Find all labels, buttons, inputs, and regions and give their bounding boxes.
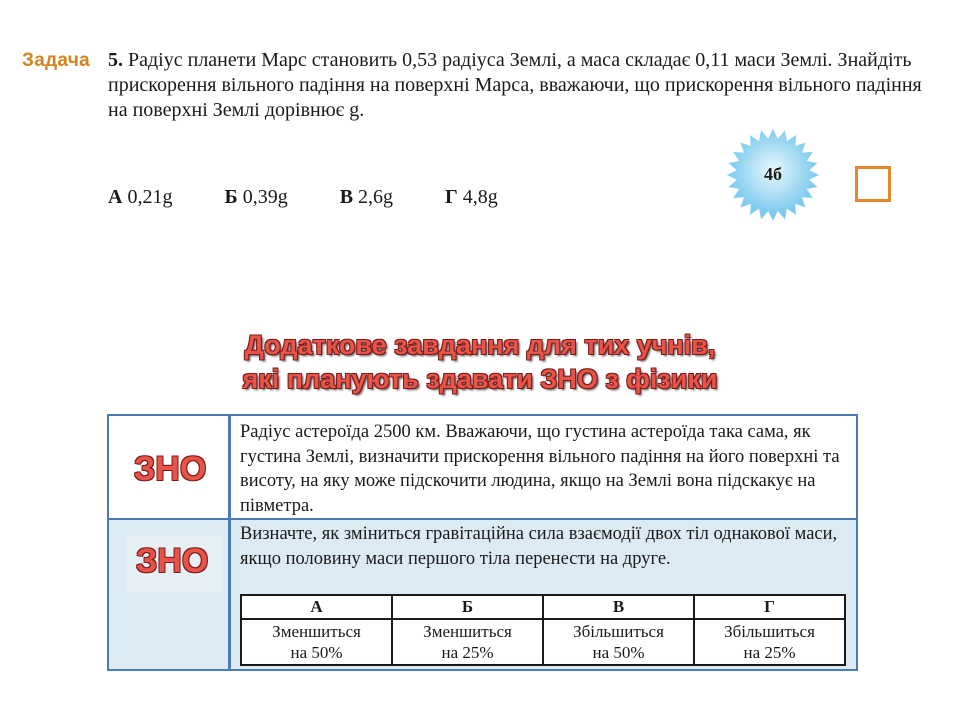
zno-question-2: Визначте, як зміниться гравітаційна сила взаємодії двох тіл однакової маси, якщо половину маси першого тіла перенести на друге. <box>240 524 838 569</box>
option-v[interactable] <box>340 186 393 209</box>
option-letter: Г <box>445 186 458 208</box>
answer-cell-g[interactable] <box>694 619 845 665</box>
answer-checkbox[interactable] <box>855 166 891 202</box>
task-text <box>108 48 924 123</box>
extra-title-line1: Додаткове завдання для тих учнів, <box>244 330 716 360</box>
answer-text: Зменшиться <box>272 622 361 641</box>
answer-cell-b[interactable] <box>392 619 543 665</box>
answer-cell-a[interactable] <box>241 619 392 665</box>
extra-task-title <box>200 328 760 396</box>
answer-header-a: А <box>241 595 392 619</box>
answer-options <box>108 186 628 209</box>
answer-text: Збільшиться <box>573 622 664 641</box>
option-b[interactable] <box>224 186 287 209</box>
option-letter: Б <box>224 186 238 208</box>
option-value: 0,21g <box>127 186 173 208</box>
answer-text: Збільшиться <box>724 622 815 641</box>
zno-question-1: Радіус астероїда 2500 км. Вважаючи, що густина астероїда така сама, як густина Землі, визначити прискорення вільного падіння на його поверхні та висоту, на яку може підскочити людина, якщо на Землі вона підскакує на півметра. <box>240 422 840 516</box>
answer-text: на 50% <box>592 643 645 662</box>
option-letter: В <box>339 186 354 208</box>
task-label: Задача <box>22 50 91 71</box>
zno-tag-1: ЗНО <box>134 450 207 488</box>
zno-tag-2: ЗНО <box>136 542 209 580</box>
option-value: 4,8g <box>462 186 498 208</box>
table-divider <box>228 416 231 669</box>
zno-answer-table <box>240 594 846 666</box>
option-a[interactable] <box>108 186 172 209</box>
option-letter: А <box>108 186 123 208</box>
answer-cell-v[interactable] <box>543 619 694 665</box>
task-number: 5. <box>108 49 123 71</box>
answer-header-b: Б <box>392 595 543 619</box>
answer-text: Зменшиться <box>423 622 512 641</box>
option-value: 0,39g <box>242 186 288 208</box>
option-g[interactable] <box>445 186 498 209</box>
answer-header-g: Г <box>694 595 845 619</box>
answer-header-v: В <box>543 595 694 619</box>
answer-text: на 25% <box>441 643 494 662</box>
option-value: 2,6g <box>358 186 394 208</box>
task-body: Радіус планети Марс становить 0,53 радіуса Землі, а маса складає 0,11 маси Землі. Знайдіть прискорення вільного падіння на поверхні Марса, вважаючи, що прискорення вільного падіння на поверхні Землі дорівнює g. <box>108 49 922 121</box>
extra-title-line2: які планують здавати ЗНО з фізики <box>242 364 718 394</box>
answer-text: на 50% <box>290 643 343 662</box>
points-badge-label: 4б <box>764 164 782 184</box>
answer-text: на 25% <box>743 643 796 662</box>
